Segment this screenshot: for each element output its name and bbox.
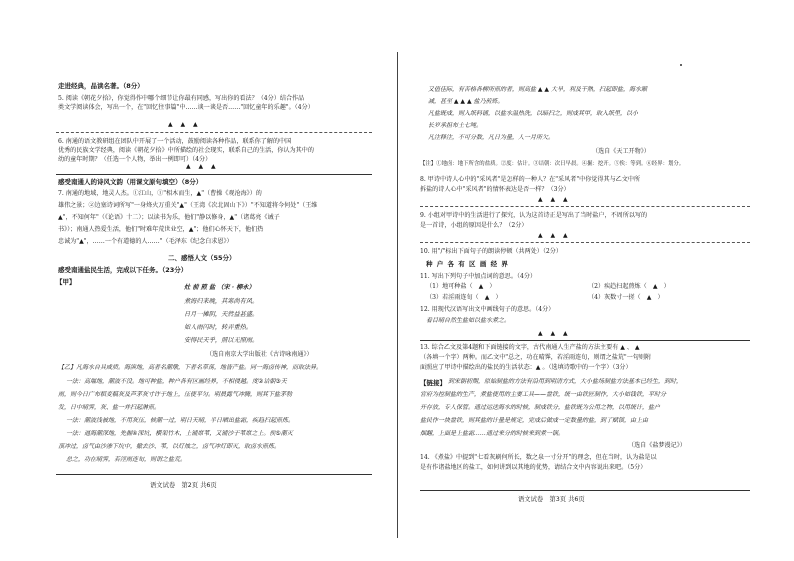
q6-line3: 幼的童年时期？（任选一个人物，举出一例即可）（4分） xyxy=(58,156,212,163)
q7-line2: 雄伟之景；②边塞诗词所写"一身烽火万重关"▲"（王湾《次北固山下》）"不知道将今何处"（王维 xyxy=(58,202,318,209)
passage-line: 凡盐既成，则入纸料铺，以盐水温热洗，以暗扫之，则成其甲，取入纸里，以小 xyxy=(428,110,639,117)
section-salt-heading: 感受南通盐民生活，完成以下任务。（23分） xyxy=(58,266,188,274)
link-line: 到宋朝初期，原始制盐的方法有沿用到明清方式，大小盐场制盐方法基本已经生，到时， xyxy=(448,378,683,385)
yi-line: 雨，则今日广布稻麦稿灰及芦茅灰寸许于地上，压使平匀。明晨露气冲腾，则其下盐茅勃 xyxy=(58,391,293,398)
link-label: 【链接】 xyxy=(420,379,446,387)
footer-rule xyxy=(420,490,750,491)
yi-line: 总之，功在晴霁，若淫雨连旬，则谓之盐荒。 xyxy=(66,456,187,463)
link-line: 盐民作一块盘铁，则其盐的计量是规定，完成后做成一定数量的盐，到了赋锁，由上由 xyxy=(420,417,649,424)
part-two-heading: 二、感悟人文（55分） xyxy=(168,254,236,262)
q11-item: （2）疾趋扫起煎炼（ ▲ ） xyxy=(588,283,670,290)
q7-line5: 忠诚为"▲"，……一个有道德的人……"（毛泽东《纪念白求恩》） xyxy=(58,238,233,245)
q10-prompt: 10. 用"/"标出下面句子的朗读停顿（共两处）（2分） xyxy=(420,248,562,255)
link-line: 官府为控制盐的生产，煮盐使用的主要工具——盘铁，统一由铁匠制作，大小如钱铁，平时分 xyxy=(420,391,667,398)
answer-marker: ▲ ▲ ▲ xyxy=(538,330,571,337)
q9-line1: 9. 小组对甲诗中的生活进行了探究，认为这首诗正是写出了当时盐户，不周所以写的 xyxy=(420,212,648,219)
q13-line3: 面照应了甲诗中描绘出的盐民的生活状态：▲ 。（选填诗歌中的一个字）（3分） xyxy=(420,364,632,371)
answer-marker: ▲ ▲ ▲ xyxy=(538,196,571,203)
poem-source: （选自南京大学出版社《古诗咏南通》） xyxy=(206,351,313,358)
yi-line: 【乙】凡海水自具咸质。海滨地，高者名潮墩，下者名草荡，地皆产盐。同一海卤传神，而取法异。 xyxy=(58,364,323,371)
annotation-notes: 【注】①地卤：地下所含的盐质。②度：估计。③诘朝：次日早晨。④掘：挖开。⑤俟：等到。⑥经界：划分。 xyxy=(420,161,685,167)
link-line: 烟翻，上面是上盐霜……通过来分的时候来到煮一锅。 xyxy=(420,430,565,437)
passage-line: 减，甚至 ▲ ▲ ▲ 盐乃煎炼。 xyxy=(428,98,504,105)
passage-line: 长岁承担布土七吨。 xyxy=(428,122,483,129)
yi-line: 一法：逼海潮深地，先掘④深坑，横架竹木，上铺席苇，又铺沙于苇席之上。俟⑤潮灭 xyxy=(66,430,293,437)
q10-sentence: 种 户 各 有 区 画 经 界 xyxy=(426,260,509,268)
page-footer: 语文试卷 第2页 共6页 xyxy=(150,482,217,489)
q11-prompt: 11. 写出下列句子中加点词的意思。（4分） xyxy=(420,273,537,280)
poem-line: 安得民天乎，照以无照雨。 xyxy=(184,337,259,344)
q14-line2: 是有作诸盐地区的盐工，如何讲到以其地的优势，请结合文中内容说出来吧。（5分） xyxy=(420,464,647,471)
page-footer: 语文试卷 第3页 共6页 xyxy=(518,496,585,503)
dashed-separator xyxy=(56,132,372,133)
link-line: 开存放，专人保管。通过运送海水的时候，制成铁分，盐铁既为公用之物，以用统计，盐户 xyxy=(420,404,661,411)
link-source: （选自《盐梦漫记》） xyxy=(628,442,686,449)
q9-line2: 是一首诗，小组的原因是什么？（2分） xyxy=(420,222,528,229)
passage-source: （选自《天工开物》） xyxy=(592,148,650,155)
q7-line1: 7. 南通的地域，地灵人杰。①江山，①"相木而生，▲"（曹操《观沧海》）的 xyxy=(58,190,262,197)
q11-item: （3）若淫雨连旬（ ▲ ） xyxy=(426,294,502,301)
rule xyxy=(56,174,372,175)
passage-line: 凡注释注，不可分数，凡日为量，人一月所欠。 xyxy=(428,134,555,141)
yi-line: 顶冲过，卤气由沙渗下坑中，撤去沙、苇，以灯烛之，卤气冲灯即灭，取卤水煎炼。 xyxy=(58,443,281,450)
yi-line: 发，日中晴霁，灰、盐一并扫起淋煎。 xyxy=(58,404,161,411)
poem-title: 灶 前 煎 盐 （宋 · 柳永） xyxy=(184,284,255,291)
poem-line: 日月一摊阴，天然益甚盛。 xyxy=(184,311,259,318)
answer-marker: ▲ ▲ ▲ xyxy=(168,121,201,128)
dashed-separator xyxy=(420,242,750,243)
q8-line2: 拆盐的诗人心中"采风者"的情怀表达是否一样？（3分） xyxy=(420,186,570,193)
q8-line1: 8. 甲诗中诗人心中的"采风者"是怎样的一种人？在"采风者"中你觉得其与乙文中所 xyxy=(420,176,641,183)
answer-marker: ▲ ▲ ▲ xyxy=(186,163,219,170)
q13-line1: 13. 综合乙文及第4题和下面链接的文字，古代南通人生产盐的方法主要有 ▲ 、 ▲ xyxy=(420,344,640,351)
footer-rule xyxy=(56,474,372,475)
yi-line: 一法：高堰地，潮波不没。地可种盐，种户各有区画经界，不相侵越。度②诘朝③天 xyxy=(66,378,287,385)
section-poetry-heading: 感受南通人的诗风文韵（用课文原句填空）（8分） xyxy=(58,178,203,186)
q5-line1: 5. 阅读《朝花夕拾》，你觉得作中哪个细节让你最有同感，写出你的看法？（4分）结合作品 xyxy=(58,95,305,102)
q11-item: （1）地可种盐（ ▲ ） xyxy=(426,283,496,290)
q12-prompt: 12. 用现代汉语写出文中画线句子的意思。（4分） xyxy=(420,306,555,313)
q13-line2: （各填一个字）两种。而乙文中"总之，功在晴霁，若淫雨连旬，则谓之盐荒"一句则附 xyxy=(420,354,652,361)
q14-line1: 14. 《煮盐》中提到"七看灰刷何所长，数之泉一寸分开"的理念，但在当时，认为盐是以 xyxy=(420,454,657,461)
rule xyxy=(420,340,750,341)
q11-item: （4）灰数寸一搓（ ▲ ） xyxy=(588,294,664,301)
q12-sentence: 看目晴自然生盐如以盐水煮之。 xyxy=(426,317,511,324)
answer-marker: ▲ ▲ ▲ xyxy=(538,232,571,239)
q5-line2: 类文学阅读体会，写出一个，在"回忆往事篇"中……谈一谈是否……"回忆童年的乐趣"。（4分） xyxy=(58,104,314,111)
poem-line: 如人雨闪时，转弄重热。 xyxy=(184,324,253,331)
q7-line3: ▲"，不知何年"（《论语》十二）；以读书为乐，他们"静以修身，▲"（诸葛亮《诫子 xyxy=(58,214,280,221)
right-page xyxy=(398,0,794,561)
dashed-separator xyxy=(420,206,750,207)
passage-line: 又值佳际，有苦格各柳所煎的者，则高盐 ▲ ▲ 大旱，利及干熟，扫起即盐，海水顺 xyxy=(428,86,647,93)
label-jia: 【甲】 xyxy=(56,278,76,286)
q6-line2: 优秀的民族文学经典，阅读《朝花夕拾》中所描绘的社会现实，联系自己的生活，你认为其中的 xyxy=(58,147,314,154)
heading-classics: 走进经典，品读名著。（8分） xyxy=(58,82,144,90)
q6-line1: 6. 南通的语文教研组在团队中开展了一个活动，鼓励阅读各种作品，联系你了解的中国 xyxy=(58,138,292,145)
yi-line: 一法：潮波浅被地，不用灰压，候潮一过，明日天晴，半日晒出盐霜，疾趋扫起煎炼。 xyxy=(66,417,295,424)
q7-line4: 书》）；南通人热爱生活，他们"时难年荒世业空，▲"；他们心怀天下，他们热 xyxy=(58,226,264,233)
poem-line: 煮海归来晚，其寒尚有风。 xyxy=(184,298,259,305)
